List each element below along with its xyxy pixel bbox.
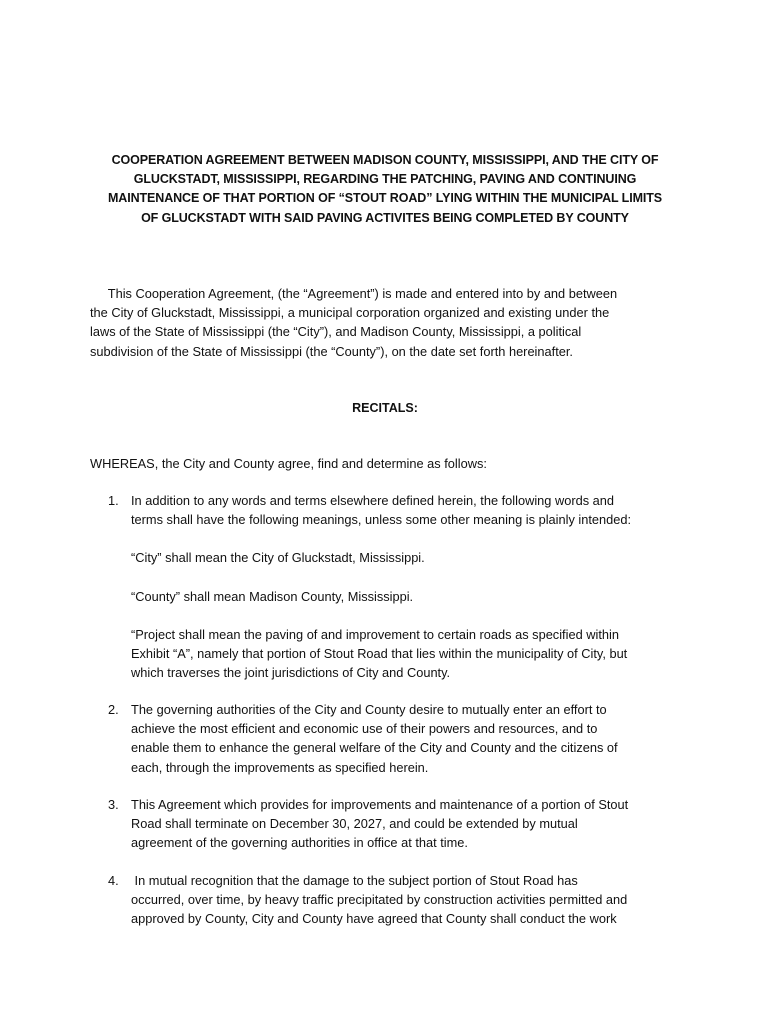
recitals-heading: RECITALS: xyxy=(352,401,418,415)
definition-project xyxy=(131,625,691,683)
list-item-line: This Agreement which provides for improvements and maintenance of a portion of Stout xyxy=(131,797,629,812)
list-item-line: The governing authorities of the City and County desire to mutually enter an effort to xyxy=(131,702,607,717)
intro-paragraph xyxy=(90,284,680,361)
list-item-line: Road shall terminate on December 30, 2027, and could be extended by mutual xyxy=(131,816,578,832)
definition-county xyxy=(131,587,691,606)
title-line: COOPERATION AGREEMENT BETWEEN MADISON COUNTY, MISSISSIPPI, AND THE CITY OF xyxy=(111,153,659,167)
whereas-clause: WHEREAS, the City and County agree, find and determine as follows: xyxy=(90,456,487,471)
list-item-line: enable them to enhance the general welfare of the City and County and the citizens of xyxy=(131,740,618,756)
agreement-title xyxy=(80,151,690,228)
definition-line: Exhibit “A”, namely that portion of Stout Road that lies within the municipality of City, but xyxy=(131,646,628,662)
list-item-number: 3. xyxy=(108,797,119,812)
definition-line: “City” shall mean the City of Gluckstadt, Mississippi. xyxy=(131,550,425,565)
definition-line: “Project shall mean the paving of and improvement to certain roads as specified within xyxy=(131,627,619,642)
intro-line: subdivision of the State of Mississippi (the “County”), on the date set forth hereinafter. xyxy=(90,343,573,359)
list-item-number: 1. xyxy=(108,493,119,508)
list-item-text xyxy=(131,700,691,777)
list-item-line: In addition to any words and terms elsewhere defined herein, the following words and xyxy=(131,493,615,508)
definition-city xyxy=(131,548,691,567)
intro-line: laws of the State of Mississippi (the “City”), and Madison County, Mississippi, a political xyxy=(90,324,582,340)
list-item-line: agreement of the governing authorities in office at that time. xyxy=(131,835,468,851)
definition-line: which traverses the joint jurisdictions of City and County. xyxy=(131,665,451,681)
list-item-text xyxy=(131,795,691,853)
list-item-number: 4. xyxy=(108,873,119,888)
list-item-line: each, through the improvements as specified herein. xyxy=(131,759,429,775)
intro-line: This Cooperation Agreement, (the “Agreement”) is made and entered into by and between xyxy=(90,286,618,301)
title-line: GLUCKSTADT, MISSISSIPPI, REGARDING THE PATCHING, PAVING AND CONTINUING xyxy=(133,172,637,187)
list-item-number: 2. xyxy=(108,702,119,717)
intro-line: the City of Gluckstadt, Mississippi, a municipal corporation organized and existing under the xyxy=(90,305,610,321)
list-item-text xyxy=(131,491,691,529)
list-item-line: In mutual recognition that the damage to the subject portion of Stout Road has xyxy=(131,873,578,888)
list-item-line: approved by County, City and County have agreed that County shall conduct the work xyxy=(131,911,617,927)
definition-line: “County” shall mean Madison County, Mississippi. xyxy=(131,589,414,604)
list-item-line: achieve the most efficient and economic use of their powers and resources, and to xyxy=(131,721,598,737)
list-item-line: terms shall have the following meanings, unless some other meaning is plainly intended: xyxy=(131,512,632,528)
title-line: OF GLUCKSTADT WITH SAID PAVING ACTIVITES BEING COMPLETED BY COUNTY xyxy=(141,210,629,225)
list-item-text xyxy=(131,871,691,929)
list-item-line: occurred, over time, by heavy traffic precipitated by construction activities permitted and xyxy=(131,892,628,908)
title-line: MAINTENANCE OF THAT PORTION OF “STOUT ROAD” LYING WITHIN THE MUNICIPAL LIMITS xyxy=(107,191,663,206)
